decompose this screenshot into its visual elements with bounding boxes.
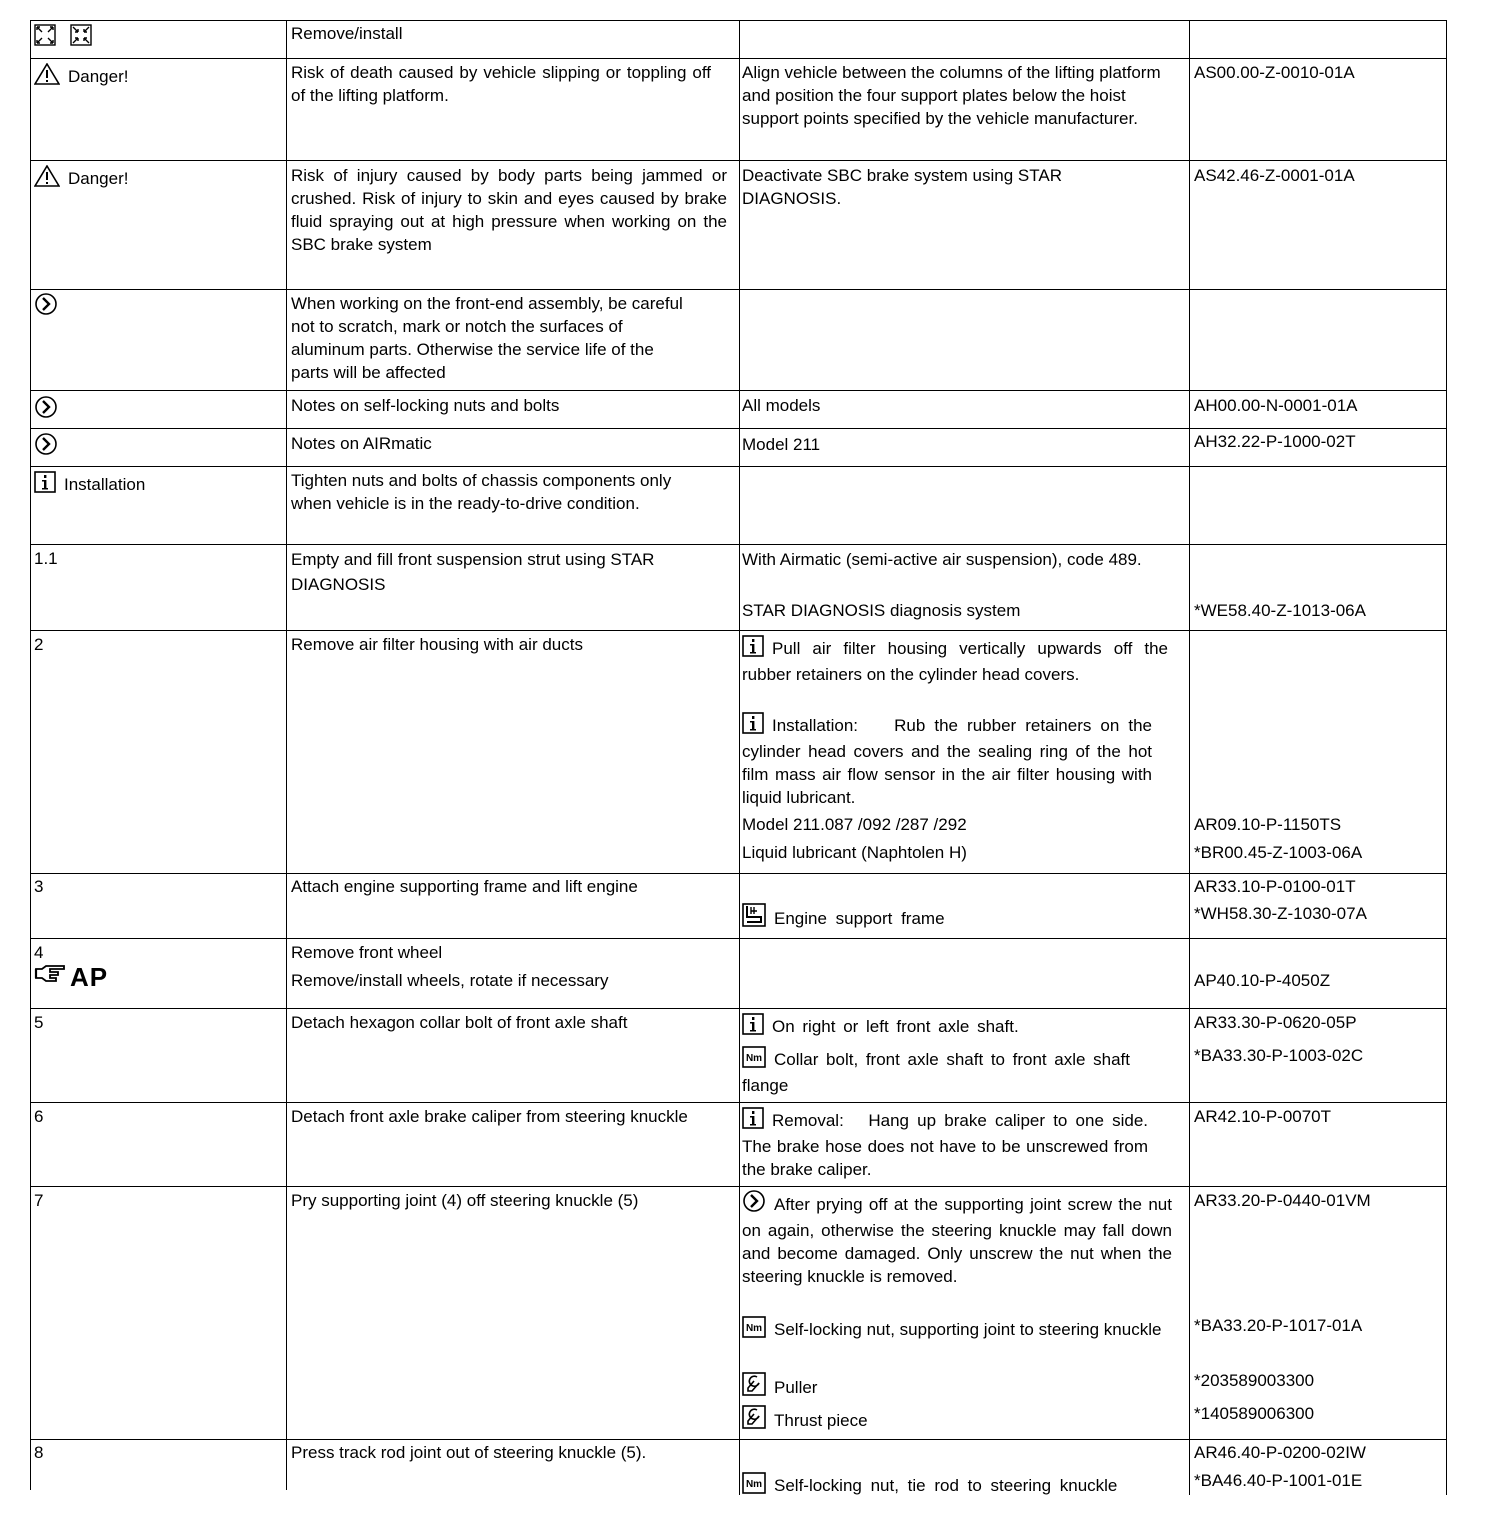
row13-reference-link[interactable]: *203589003300 xyxy=(1194,1371,1315,1390)
step-number: 8 xyxy=(34,1443,44,1462)
row8-reference-link[interactable]: AR09.10-P-1150TS xyxy=(1194,815,1342,834)
row5-reference-link[interactable]: AH32.22-P-1000-02T xyxy=(1194,432,1356,451)
row9-reference-link[interactable]: *WH58.30-Z-1030-07A xyxy=(1194,904,1367,923)
row13-reference-link[interactable]: AR33.20-P-0440-01VM xyxy=(1194,1191,1371,1210)
row14-reference-link[interactable]: AR46.40-P-0200-02IW xyxy=(1194,1443,1366,1462)
row-divider xyxy=(30,1008,1447,1009)
step-number: 5 xyxy=(34,1013,44,1032)
row1-reference-link[interactable]: AS00.00-Z-0010-01A xyxy=(1194,63,1355,82)
row-divider xyxy=(30,20,1447,21)
row12-description: Detach front axle brake caliper from steering knuckle xyxy=(291,1107,688,1126)
row13-tool-puller: Puller xyxy=(742,1372,817,1402)
table-border-left xyxy=(30,20,31,1490)
note-arrow-icon xyxy=(34,432,58,462)
row8-model: Model 211.087 /092 /287 /292 xyxy=(742,815,967,834)
row13-torque: Nm Self-locking nut, supporting joint to steering knuckle xyxy=(742,1316,1170,1344)
row4-description: Notes on self-locking nuts and bolts xyxy=(291,396,560,415)
row4-reference-link[interactable]: AH00.00-N-0001-01A xyxy=(1194,396,1358,415)
row-divider xyxy=(30,289,1447,290)
row-divider xyxy=(30,428,1447,429)
svg-text:Nm: Nm xyxy=(745,1479,763,1490)
row7-instruction: With Airmatic (semi-active air suspension), code 489. xyxy=(742,550,1142,569)
row9-tool: Engine support frame xyxy=(742,903,945,933)
row-divider xyxy=(30,1186,1447,1187)
row-divider xyxy=(30,873,1447,874)
row14-description: Press track rod joint out of steering knuckle (5). xyxy=(291,1443,647,1462)
row11-torque: Nm Collar bolt, front axle shaft to front axle shaft flange xyxy=(742,1046,1130,1097)
row0-action: Remove/install xyxy=(291,24,403,43)
svg-text:Nm: Nm xyxy=(745,1053,763,1064)
column-divider xyxy=(739,20,740,1495)
warning-triangle-icon xyxy=(34,63,60,91)
row11-reference-link[interactable]: *BA33.30-P-1003-02C xyxy=(1194,1046,1364,1065)
info-icon xyxy=(742,1107,764,1135)
row6-description: Tighten nuts and bolts of chassis components only when vehicle is in the ready-to-drive condition. xyxy=(291,471,672,513)
row11-reference-link[interactable]: AR33.30-P-0620-05P xyxy=(1194,1013,1357,1032)
row3-description: When working on the front-end assembly, be careful not to scratch, mark or notch the surfaces of aluminum parts. Otherwise the service life of the parts will be affected xyxy=(291,294,683,382)
row12-reference-link[interactable]: AR42.10-P-0070T xyxy=(1194,1107,1332,1126)
row10-subdescription: Remove/install wheels, rotate if necessary xyxy=(291,971,609,990)
note-arrow-icon xyxy=(742,1189,766,1219)
row13-tool-thrust: Thrust piece xyxy=(742,1405,868,1435)
row-divider xyxy=(30,58,1447,59)
row8-description: Remove air filter housing with air ducts xyxy=(291,635,583,654)
row-divider xyxy=(30,1102,1447,1103)
row11-note: On right or left front axle shaft. xyxy=(742,1013,1019,1041)
row4-instruction: All models xyxy=(742,396,821,415)
row2-label: Danger! xyxy=(34,165,128,193)
info-icon xyxy=(742,635,764,663)
row-divider xyxy=(30,630,1447,631)
row-divider xyxy=(30,544,1447,545)
row6-label: Installation xyxy=(34,471,145,499)
row13-note: After prying off at the supporting joint screw the nut on again, otherwise the steering knuckle may fall down and become damaged. Only unscrew the nut when the steering knuckle is removed. xyxy=(742,1189,1172,1288)
column-divider xyxy=(286,20,287,1490)
row2-reference-link[interactable]: AS42.46-Z-0001-01A xyxy=(1194,166,1355,185)
row7-reference-link[interactable]: *WE58.40-Z-1013-06A xyxy=(1194,601,1366,620)
step-number: 4 xyxy=(34,943,44,962)
row-divider xyxy=(30,390,1447,391)
row-divider xyxy=(30,938,1447,939)
row9-reference-link[interactable]: AR33.10-P-0100-01T xyxy=(1194,877,1356,896)
table-border-right xyxy=(1446,20,1447,1495)
info-icon xyxy=(742,1013,764,1041)
row10-reference-link[interactable]: AP40.10-P-4050Z xyxy=(1194,971,1331,990)
row7-tool: STAR DIAGNOSIS diagnosis system xyxy=(742,601,1021,620)
tool-icon xyxy=(742,1372,766,1402)
row12-note: Removal: Hang up brake caliper to one side. The brake hose does not have to be unscrewed from the brake caliper. xyxy=(742,1107,1148,1181)
row8-lubricant: Liquid lubricant (Naphtolen H) xyxy=(742,843,967,862)
nm-torque-icon xyxy=(742,1316,766,1344)
row14-torque: Nm Self-locking nut, tie rod to steering knuckle xyxy=(742,1472,1117,1500)
row13-reference-link[interactable]: *BA33.20-P-1017-01A xyxy=(1194,1316,1363,1335)
row1-instruction: Align vehicle between the columns of the lifting platform and position the four support plates below the hoist support points specified by the vehicle manufacturer. xyxy=(742,63,1161,128)
info-icon xyxy=(742,712,764,740)
row8-note1: Pull air filter housing vertically upwards off the rubber retainers on the cylinder head covers. xyxy=(742,635,1168,686)
row1-label: Danger! xyxy=(34,63,128,91)
column-divider xyxy=(1189,20,1190,1495)
row2-instruction: Deactivate SBC brake system using STAR DIAGNOSIS. xyxy=(742,166,1062,208)
step-number: 6 xyxy=(34,1107,44,1126)
row-divider xyxy=(30,160,1447,161)
step-number: 7 xyxy=(34,1191,44,1210)
row11-description: Detach hexagon collar bolt of front axle shaft xyxy=(291,1013,628,1032)
nm-torque-icon xyxy=(742,1046,766,1074)
row2-description: Risk of injury caused by body parts being jammed or crushed. Risk of injury to skin and eyes caused by brake fluid spraying out at high pressure when working on the SBC brake system xyxy=(291,166,727,254)
remove-install-icon xyxy=(34,24,96,52)
row8-reference-link[interactable]: *BR00.45-Z-1003-06A xyxy=(1194,843,1363,862)
row1-description: Risk of death caused by vehicle slipping or toppling off of the lifting platform. xyxy=(291,63,711,105)
step-number: 1.1 xyxy=(34,549,58,568)
row10-reference-tag: AP xyxy=(34,964,108,992)
row13-description: Pry supporting joint (4) off steering knuckle (5) xyxy=(291,1191,639,1210)
svg-text:Nm: Nm xyxy=(745,1323,763,1334)
step-number: 2 xyxy=(34,635,44,654)
nm-torque-icon xyxy=(742,1472,766,1500)
warning-triangle-icon xyxy=(34,165,60,193)
info-icon xyxy=(34,471,56,499)
row-divider xyxy=(30,466,1447,467)
row13-reference-link[interactable]: *140589006300 xyxy=(1194,1404,1315,1423)
pointing-hand-icon xyxy=(34,964,68,992)
row9-description: Attach engine supporting frame and lift engine xyxy=(291,877,638,896)
step-number: 3 xyxy=(34,877,44,896)
row7-description: Empty and fill front suspension strut using STAR DIAGNOSIS xyxy=(291,550,655,594)
row5-description: Notes on AIRmatic xyxy=(291,434,432,453)
row10-description: Remove front wheel xyxy=(291,943,443,962)
support-frame-icon xyxy=(742,903,766,933)
row8-note2: Installation: Rub the rubber retainers on the cylinder head covers and the sealing ring of the hot film mass air flow sensor in the air filter housing with liquid lubricant. xyxy=(742,712,1152,809)
note-arrow-icon xyxy=(34,395,58,425)
row5-instruction: Model 211 xyxy=(742,435,821,454)
tool-icon xyxy=(742,1405,766,1435)
note-arrow-icon xyxy=(34,292,58,322)
row-divider xyxy=(30,1439,1447,1440)
row14-reference-link[interactable]: *BA46.40-P-1001-01E xyxy=(1194,1471,1363,1490)
